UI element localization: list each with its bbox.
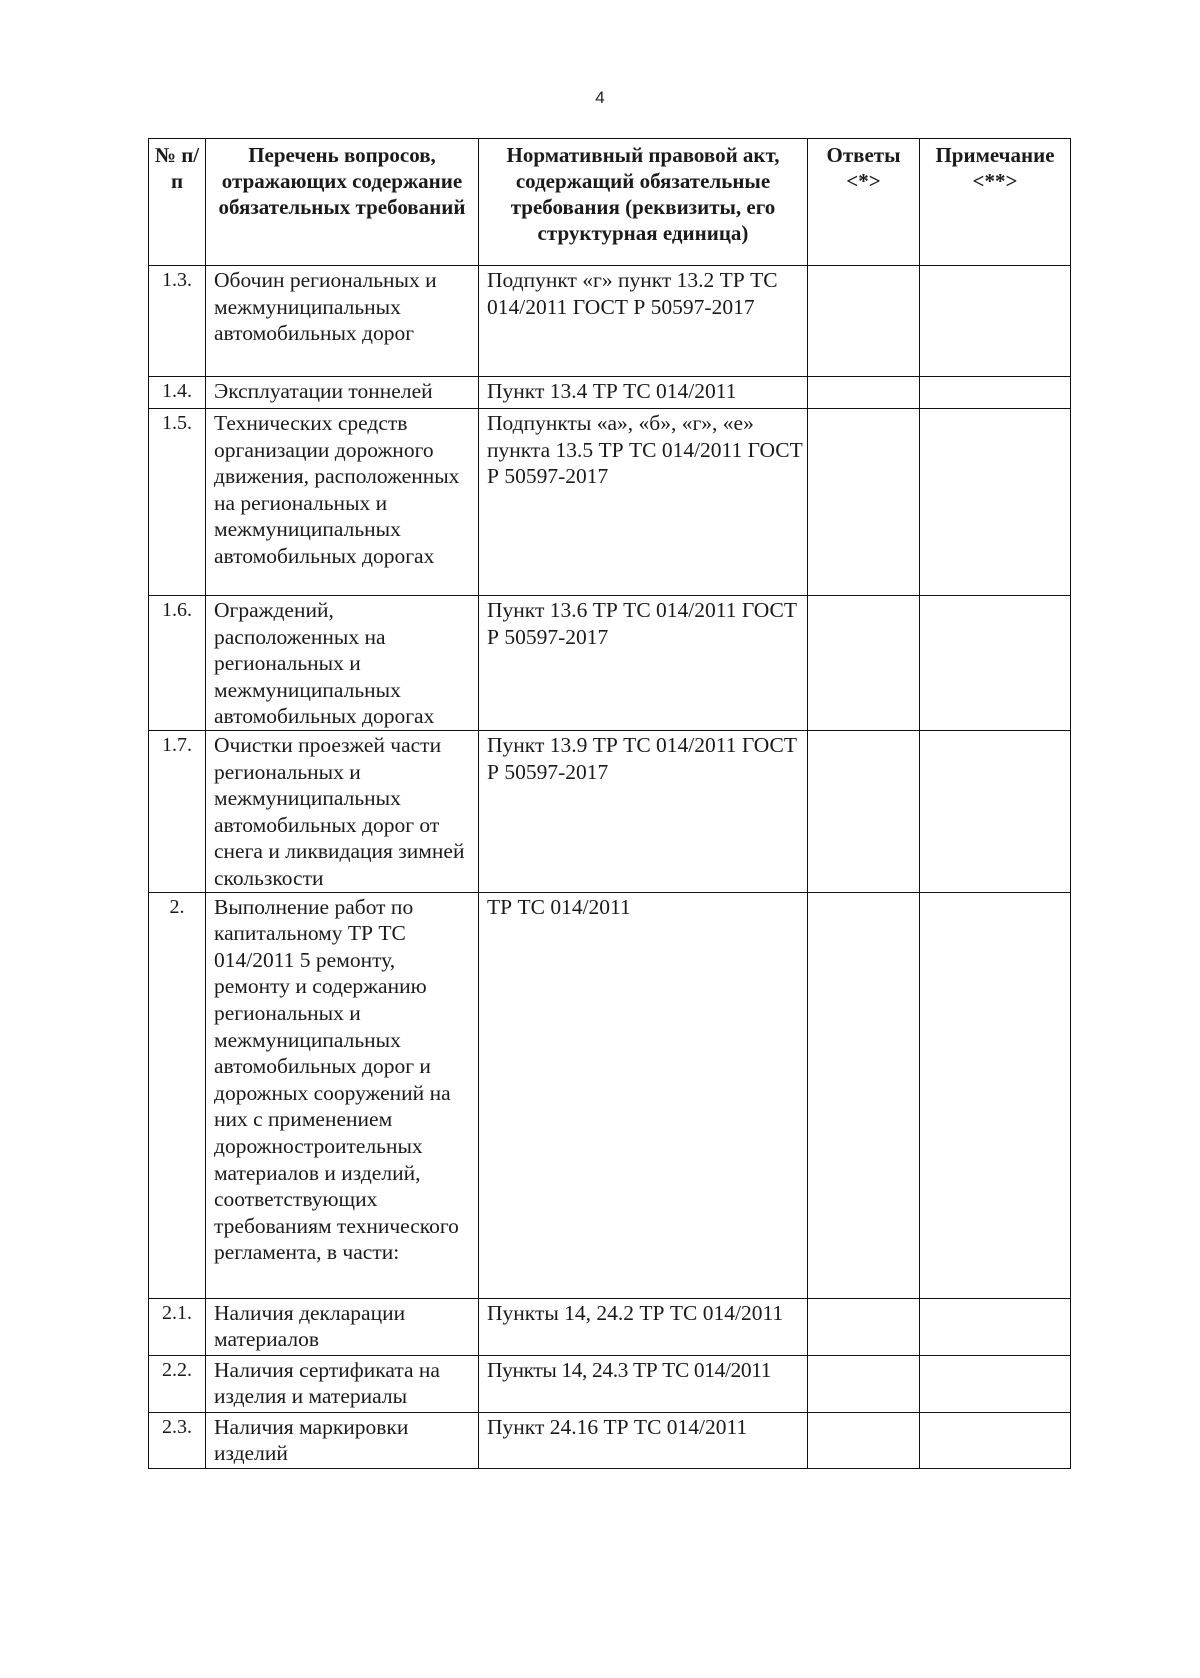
row-number: 2.: [149, 892, 206, 1298]
row-answer: [808, 596, 920, 731]
header-note: Примечание <**>: [920, 139, 1071, 266]
row-question: Очистки проезжей части региональных и межмуниципальных автомобильных дорог от снега и ликвидация зимней скользкости: [206, 731, 479, 893]
row-note: [920, 1298, 1071, 1355]
row-answer: [808, 892, 920, 1298]
row-note: [920, 1355, 1071, 1412]
row-answer: [808, 1298, 920, 1355]
row-number: 2.1.: [149, 1298, 206, 1355]
row-legal-act: Подпункты «а», «б», «г», «е» пункта 13.5 ТР ТС 014/2011 ГОСТ Р 50597-2017: [479, 409, 808, 596]
row-legal-act: Пункт 13.9 ТР ТС 014/2011 ГОСТ Р 50597-2017: [479, 731, 808, 893]
row-question: Обочин региональных и межмуниципальных автомобильных дорог: [206, 266, 479, 377]
table-row: [149, 731, 1071, 893]
page-number: 4: [595, 88, 605, 107]
table-row: [149, 596, 1071, 731]
row-legal-act: Пункт 24.16 ТР ТС 014/2011: [479, 1412, 808, 1468]
row-question: Наличия декларации материалов: [206, 1298, 479, 1355]
row-question: Эксплуатации тоннелей: [206, 377, 479, 409]
header-answers: Ответы <*>: [808, 139, 920, 266]
row-note: [920, 892, 1071, 1298]
row-legal-act: Пункты 14, 24.3 ТР ТС 014/2011: [479, 1355, 808, 1412]
row-question: Наличия сертификата на изделия и материалы: [206, 1355, 479, 1412]
row-answer: [808, 1412, 920, 1468]
row-number: 2.3.: [149, 1412, 206, 1468]
row-answer: [808, 731, 920, 893]
table-row: [149, 266, 1071, 377]
header-number: № п/п: [149, 139, 206, 266]
row-number: 2.2.: [149, 1355, 206, 1412]
row-question: Ограждений, расположенных на региональных и межмуниципальных автомобильных дорогах: [206, 596, 479, 731]
row-number: 1.3.: [149, 266, 206, 377]
row-note: [920, 596, 1071, 731]
table-row: [149, 1412, 1071, 1468]
table-row: [149, 409, 1071, 596]
row-answer: [808, 409, 920, 596]
row-number: 1.4.: [149, 377, 206, 409]
row-note: [920, 377, 1071, 409]
row-question: Технических средств организации дорожного движения, расположенных на региональных и межмуниципальных автомобильных дорогах: [206, 409, 479, 596]
row-question: Наличия маркировки изделий: [206, 1412, 479, 1468]
table-row: [149, 1355, 1071, 1412]
row-number: 1.7.: [149, 731, 206, 893]
row-legal-act: Подпункт «г» пункт 13.2 ТР ТС 014/2011 ГОСТ Р 50597-2017: [479, 266, 808, 377]
row-note: [920, 1412, 1071, 1468]
header-legal-act: Нормативный правовой акт, содержащий обязательные требования (реквизиты, его структурная единица): [479, 139, 808, 266]
row-legal-act: Пункт 13.4 ТР ТС 014/2011: [479, 377, 808, 409]
header-question: Перечень вопросов, отражающих содержание обязательных требований: [206, 139, 479, 266]
row-legal-act: Пункты 14, 24.2 ТР ТС 014/2011: [479, 1298, 808, 1355]
row-note: [920, 266, 1071, 377]
row-legal-act: ТР ТС 014/2011: [479, 892, 808, 1298]
row-note: [920, 731, 1071, 893]
table-header-row: [149, 139, 1071, 266]
row-question: Выполнение работ по капитальному ТР ТС 014/2011 5 ремонту, ремонту и содержанию региональных и межмуниципальных автомобильных дорог и дорожных сооружений на них с применением дорожностроительных материалов и изделий, соответствующих требованиям технического регламента, в части:: [206, 892, 479, 1298]
table-row: [149, 892, 1071, 1298]
row-answer: [808, 377, 920, 409]
row-legal-act: Пункт 13.6 ТР ТС 014/2011 ГОСТ Р 50597-2017: [479, 596, 808, 731]
row-note: [920, 409, 1071, 596]
requirements-table: [148, 138, 1071, 1469]
row-answer: [808, 266, 920, 377]
row-number: 1.6.: [149, 596, 206, 731]
table-row: [149, 377, 1071, 409]
row-answer: [808, 1355, 920, 1412]
row-number: 1.5.: [149, 409, 206, 596]
table-row: [149, 1298, 1071, 1355]
